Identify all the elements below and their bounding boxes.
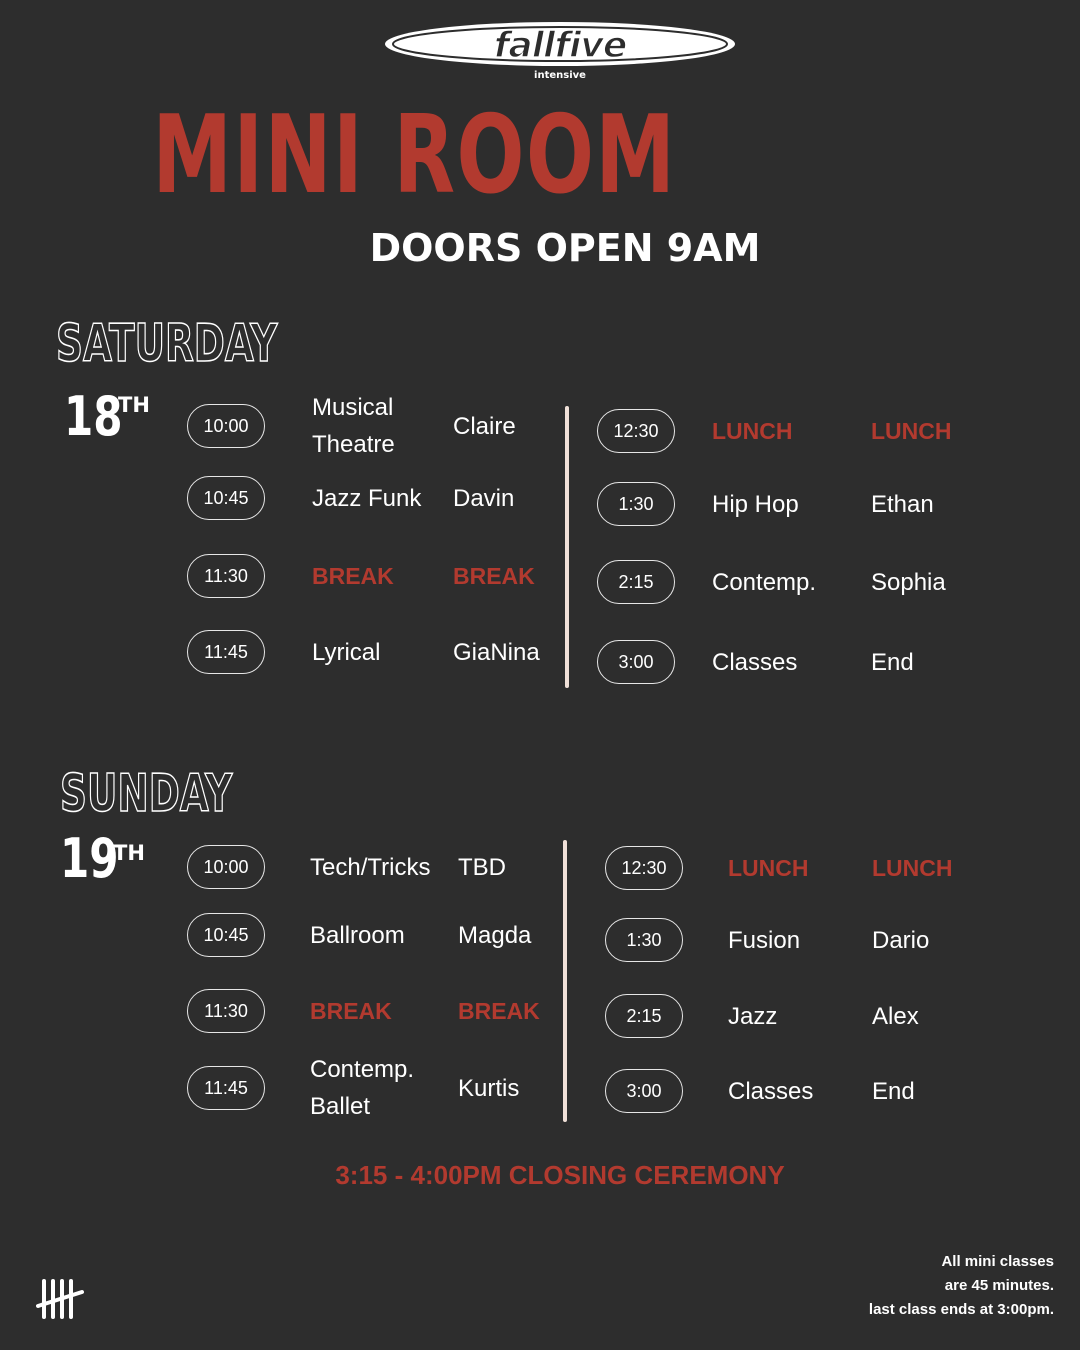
class-name: Classes bbox=[712, 648, 798, 676]
class-name: Lyrical bbox=[312, 638, 381, 666]
saturday-date-suffix: TH bbox=[118, 393, 150, 417]
tally-marks-icon bbox=[36, 1278, 84, 1320]
time-pill: 10:45 bbox=[187, 476, 265, 520]
fallfive-logo bbox=[383, 20, 737, 82]
teacher-name: Claire bbox=[453, 412, 516, 440]
time-pill: 1:30 bbox=[597, 482, 675, 526]
teacher-name: Alex bbox=[872, 1002, 919, 1030]
teacher-name: End bbox=[872, 1077, 915, 1105]
class-name: Ballet bbox=[310, 1093, 371, 1120]
class-name: Jazz bbox=[728, 1002, 778, 1030]
sunday-heading: SUNDAY bbox=[60, 764, 233, 824]
teacher-name: End bbox=[871, 648, 914, 676]
class-name: Contemp. bbox=[712, 568, 817, 596]
time-pill: 12:30 bbox=[597, 409, 675, 453]
teacher-name: LUNCH bbox=[871, 417, 952, 444]
closing-ceremony-text: 3:15 - 4:00PM CLOSING CEREMONY bbox=[335, 1160, 785, 1190]
sunday-date-suffix: TH bbox=[113, 841, 145, 865]
note-line: All mini classes bbox=[941, 1253, 1054, 1270]
teacher-name: Kurtis bbox=[458, 1074, 520, 1102]
note-line: last class ends at 3:00pm. bbox=[868, 1301, 1054, 1318]
time-pill: 2:15 bbox=[597, 560, 675, 604]
time-pill: 11:45 bbox=[187, 630, 265, 674]
doors-open-text: DOORS OPEN 9AM bbox=[369, 226, 761, 270]
logo-subtitle: intensive bbox=[534, 70, 586, 81]
time-pill: 11:30 bbox=[187, 554, 265, 598]
class-name: Fusion bbox=[728, 926, 801, 954]
time-pill: 11:30 bbox=[187, 989, 265, 1033]
sunday-column-divider bbox=[563, 840, 567, 1122]
teacher-name: TBD bbox=[458, 853, 506, 881]
note-line: are 45 minutes. bbox=[944, 1277, 1054, 1294]
time-pill: 12:30 bbox=[605, 846, 683, 890]
page-title: MINI ROOM bbox=[152, 93, 677, 218]
class-name: Theatre bbox=[312, 431, 395, 458]
teacher-name: GiaNina bbox=[453, 638, 540, 666]
class-name: Ballroom bbox=[310, 921, 405, 949]
teacher-name: Davin bbox=[453, 484, 515, 512]
saturday-column-divider bbox=[565, 406, 569, 688]
time-pill: 10:45 bbox=[187, 913, 265, 957]
class-name: Musical bbox=[312, 394, 394, 421]
class-name: LUNCH bbox=[712, 417, 793, 444]
class-name: Jazz Funk bbox=[312, 484, 422, 512]
time-pill: 2:15 bbox=[605, 994, 683, 1038]
teacher-name: Sophia bbox=[871, 568, 946, 596]
teacher-name: BREAK bbox=[453, 562, 535, 589]
class-name: Contemp. bbox=[310, 1056, 415, 1083]
class-name: LUNCH bbox=[728, 854, 809, 881]
time-pill: 3:00 bbox=[597, 640, 675, 684]
class-name: Hip Hop bbox=[712, 490, 799, 518]
time-pill: 10:00 bbox=[187, 845, 265, 889]
time-pill: 11:45 bbox=[187, 1066, 265, 1110]
teacher-name: Magda bbox=[458, 921, 532, 949]
saturday-heading: SATURDAY bbox=[56, 314, 278, 374]
time-pill: 10:00 bbox=[187, 404, 265, 448]
logo-word: fallfive bbox=[493, 25, 627, 66]
sunday-date-number: 19 bbox=[60, 827, 119, 890]
class-name: BREAK bbox=[310, 997, 392, 1024]
teacher-name: Ethan bbox=[871, 490, 934, 518]
class-name: Classes bbox=[728, 1077, 814, 1105]
teacher-name: BREAK bbox=[458, 997, 540, 1024]
class-name: Tech/Tricks bbox=[310, 853, 431, 881]
class-name: BREAK bbox=[312, 562, 394, 589]
schedule-note bbox=[869, 1250, 1054, 1322]
saturday-date-number: 18 bbox=[64, 385, 123, 448]
teacher-name: Dario bbox=[872, 926, 930, 954]
time-pill: 1:30 bbox=[605, 918, 683, 962]
teacher-name: LUNCH bbox=[872, 854, 953, 881]
time-pill: 3:00 bbox=[605, 1069, 683, 1113]
